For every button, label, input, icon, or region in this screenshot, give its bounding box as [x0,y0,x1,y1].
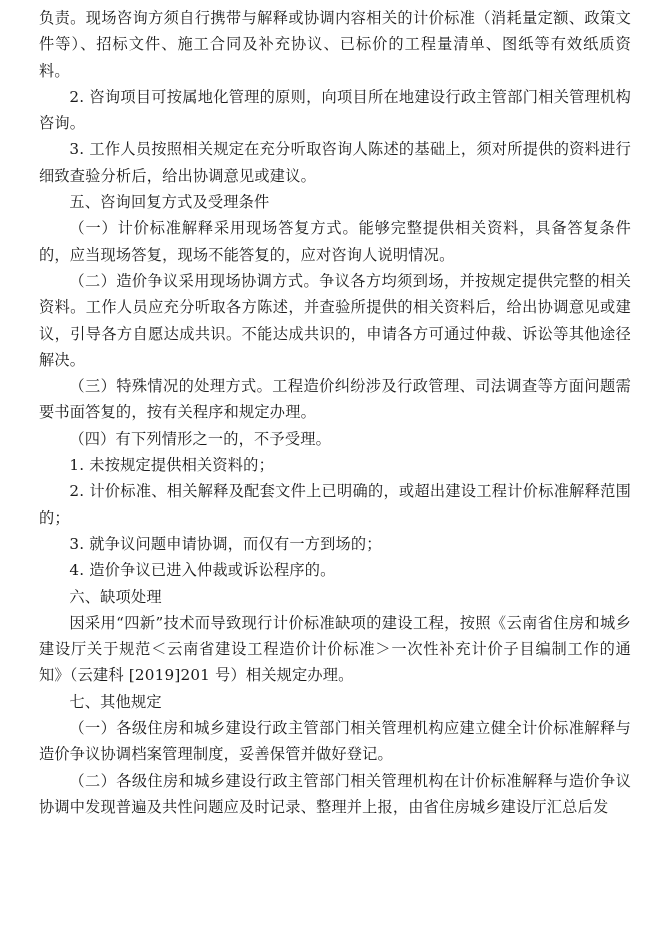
paragraph-missing-items: 因采用“四新”技术而导致现行计价标准缺项的建设工程，按照《云南省住房和城乡建设厅关于规范＜云南省建设工程造价计价标准＞一次性补充计价子目编制工作的通知》（云建科 [2019]201 号）相关规定办理。 [39,613,631,685]
paragraph-sub-1: （一）计价标准解释采用现场答复方式。能够完整提供相关资料，具备答复条件的，应当现场答复，现场不能答复的，应对咨询人说明情况。 [39,219,631,264]
paragraph-item-3: 3. 工作人员按照相关规定在充分听取咨询人陈述的基础上，须对所提供的资料进行细致查验分析后，给出协调意见或建议。 [39,140,631,185]
document-page [39,5,631,820]
list-item-4: 4. 造价争议已进入仲裁或诉讼程序的。 [69,561,336,580]
list-item-3: 3. 就争议问题申请协调，而仅有一方到场的； [69,534,382,553]
section-heading-6: 六、缺项处理 [69,587,162,606]
paragraph-sub-2: （二）造价争议采用现场协调方式。争议各方均须到场，并按规定提供完整的相关资料。工作人员应充分听取各方陈述，并查验所提供的相关资料后，给出协调意见或建议，引导各方自愿达成共识。不能达成共识的，申请各方可通过仲裁、诉讼等其他途径解决。 [39,271,631,369]
section-heading-7: 七、其他规定 [69,692,162,711]
list-item-1: 1. 未按规定提供相关资料的； [69,456,274,475]
section-heading-5: 五、咨询回复方式及受理条件 [69,193,270,212]
paragraph-continuation: 负责。现场咨询方须自行携带与解释或协调内容相关的计价标准（消耗量定额、政策文件等）、招标文件、施工合同及补充协议、已标价的工程量清单、图纸等有效纸质资料。 [39,9,631,80]
paragraph-sub-4: （四）有下列情形之一的，不予受理。 [69,429,331,448]
paragraph-other-2: （二）各级住房和城乡建设行政主管部门相关管理机构在计价标准解释与造价争议协调中发现普遍及共性问题应及时记录、整理并上报，由省住房城乡建设厅汇总后发 [39,771,631,816]
paragraph-item-2: 2. 咨询项目可按属地化管理的原则，向项目所在地建设行政主管部门相关管理机构咨询。 [39,87,631,133]
list-item-2: 2. 计价标准、相关解释及配套文件上已明确的，或超出建设工程计价标准解释范围的； [39,482,631,527]
paragraph-sub-3: （三）特殊情况的处理方式。工程造价纠纷涉及行政管理、司法调查等方面问题需要书面答复的，按有关程序和规定办理。 [39,377,631,422]
paragraph-other-1: （一）各级住房和城乡建设行政主管部门相关管理机构应建立健全计价标准解释与造价争议协调档案管理制度，妥善保管并做好登记。 [39,719,631,764]
